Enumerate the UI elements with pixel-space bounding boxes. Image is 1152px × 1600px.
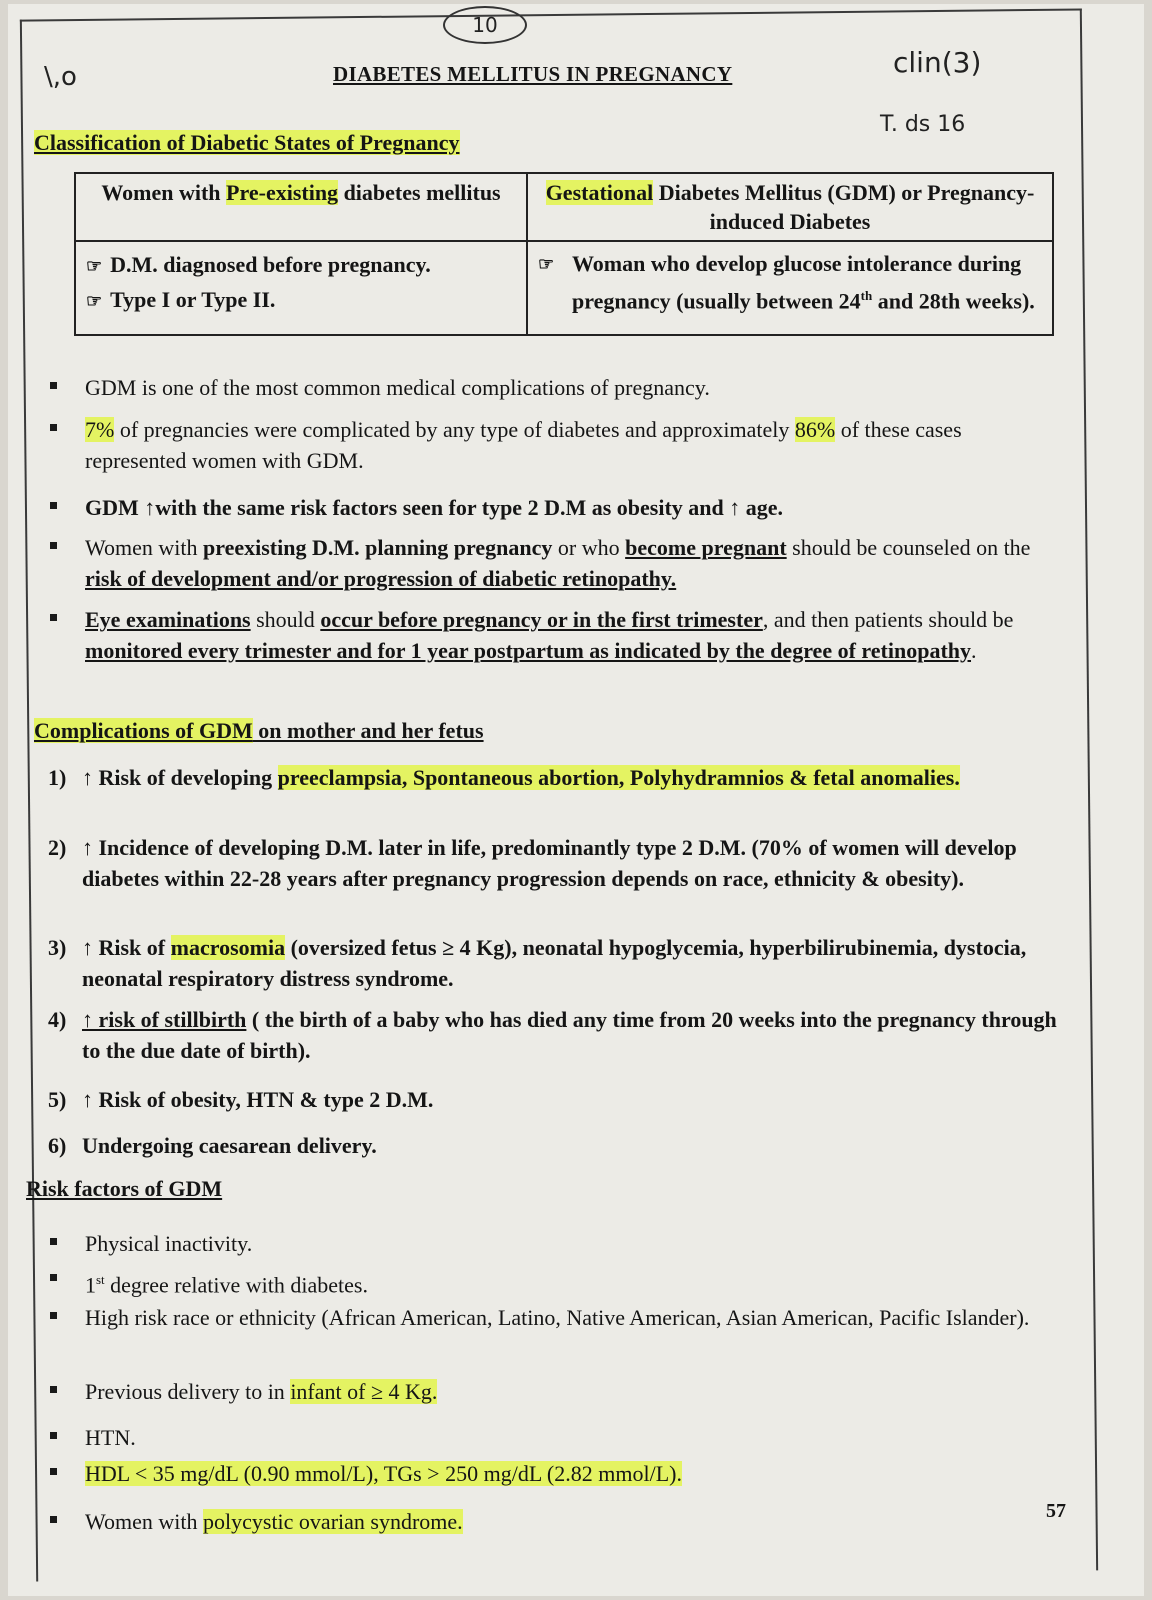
page-number: 57 bbox=[1046, 1500, 1066, 1522]
bullet-preexisting-counsel: Women with preexisting D.M. planning pregnancy or who become pregnant should be counseled on the risk of development and/or progression of diabetic retinopathy. bbox=[50, 532, 1050, 594]
risk-factors-heading: Risk factors of GDM bbox=[26, 1176, 223, 1201]
complication-item-2: 2) ↑ Incidence of developing D.M. later in life, predominantly type 2 D.M. (70% of women will develop diabetes within 22-28 years after pregnancy progression depends on race, ethnicity & obesity). bbox=[48, 835, 1017, 891]
table-header-gestational: Gestational Diabetes Mellitus (GDM) or Pregnancy-induced Diabetes bbox=[527, 173, 1053, 241]
list-item: ☞ Woman who develop glucose intolerance during pregnancy (usually between 24th and 28th weeks). bbox=[538, 248, 1042, 317]
risk-factor-htn: HTN. bbox=[50, 1422, 1050, 1453]
bullet-gdm-risk: GDM ↑with the same risk factors seen for type 2 D.M as obesity and ↑ age. bbox=[50, 492, 1050, 523]
document-page bbox=[8, 4, 1144, 1596]
bullet-square-icon bbox=[50, 614, 57, 621]
complications-heading: Complications of GDM on mother and her fetus bbox=[34, 718, 484, 743]
complication-item-6: 6) Undergoing caesarean delivery. bbox=[48, 1133, 377, 1158]
bullet-square-icon bbox=[50, 1516, 57, 1523]
handwritten-note-right: T. ds 16 bbox=[880, 112, 966, 137]
bullet-square-icon bbox=[50, 1468, 57, 1475]
table-cell-gestational bbox=[527, 241, 1053, 335]
list-item: ☞ Type I or Type II. bbox=[86, 287, 276, 312]
classification-heading: Classification of Diabetic States of Pregnancy bbox=[34, 130, 460, 155]
bullet-square-icon bbox=[50, 1432, 57, 1439]
risk-factor-pcos: Women with polycystic ovarian syndrome. bbox=[50, 1506, 1050, 1537]
page-title: DIABETES MELLITUS IN PREGNANCY bbox=[333, 62, 733, 86]
classification-table bbox=[74, 172, 1054, 336]
bullet-square-icon bbox=[50, 1312, 57, 1319]
risk-factor-ethnicity: High risk race or ethnicity (African American, Latino, Native American, Asian American, Pacific Islander). bbox=[50, 1302, 1050, 1333]
bullet-square-icon bbox=[50, 542, 57, 549]
pointing-hand-icon: ☞ bbox=[86, 256, 103, 276]
bullet-square-icon bbox=[50, 502, 57, 509]
pointing-hand-icon: ☞ bbox=[86, 291, 103, 311]
bullet-square-icon bbox=[50, 1386, 57, 1393]
risk-factor-relative: 1st degree relative with diabetes. bbox=[50, 1264, 1050, 1300]
complication-item-3: 3) ↑ Risk of macrosomia (oversized fetus ≥ 4 Kg), neonatal hypoglycemia, hyperbilirubinemia, dystocia, neonatal respiratory distress syndrome. bbox=[48, 935, 1027, 991]
handwritten-note-top-right: clin(3) bbox=[893, 46, 982, 79]
handwritten-circled-number: 10 bbox=[443, 6, 527, 44]
bullet-gdm-percent: 7% of pregnancies were complicated by any type of diabetes and approximately 86% of these cases represented women with GDM. bbox=[50, 414, 1050, 476]
table-cell-preexisting bbox=[75, 241, 527, 335]
pointing-hand-icon: ☞ bbox=[538, 254, 555, 274]
table-header-preexisting: Women with Pre-existing diabetes mellitus bbox=[75, 173, 527, 241]
list-item: ☞ D.M. diagnosed before pregnancy. bbox=[86, 252, 431, 277]
complication-item-1: 1) ↑ Risk of developing preeclampsia, Spontaneous abortion, Polyhydramnios & fetal anomalies. bbox=[48, 765, 960, 790]
complication-item-4: 4) ↑ risk of stillbirth ( the birth of a baby who has died any time from 20 weeks into the pregnancy through to the due date of birth). bbox=[48, 1007, 1057, 1063]
risk-factor-previous-delivery: Previous delivery to in infant of ≥ 4 Kg. bbox=[50, 1376, 1050, 1407]
bullet-eye-exam: Eye examinations should occur before pregnancy or in the first trimester, and then patients should be monitored every trimester and for 1 year postpartum as indicated by the degree of retinopathy. bbox=[50, 604, 1050, 666]
risk-factor-lipids: HDL < 35 mg/dL (0.90 mmol/L), TGs > 250 mg/dL (2.82 mmol/L). bbox=[50, 1458, 1050, 1489]
handwritten-note-top-left: \,o bbox=[44, 62, 77, 92]
risk-factor-inactivity: Physical inactivity. bbox=[50, 1228, 1050, 1259]
complication-item-5: 5) ↑ Risk of obesity, HTN & type 2 D.M. bbox=[48, 1087, 434, 1112]
bullet-square-icon bbox=[50, 424, 57, 431]
bullet-square-icon bbox=[50, 1274, 57, 1281]
bullet-gdm-common: GDM is one of the most common medical complications of pregnancy. bbox=[50, 372, 1050, 403]
bullet-square-icon bbox=[50, 1238, 57, 1245]
bullet-square-icon bbox=[50, 382, 57, 389]
